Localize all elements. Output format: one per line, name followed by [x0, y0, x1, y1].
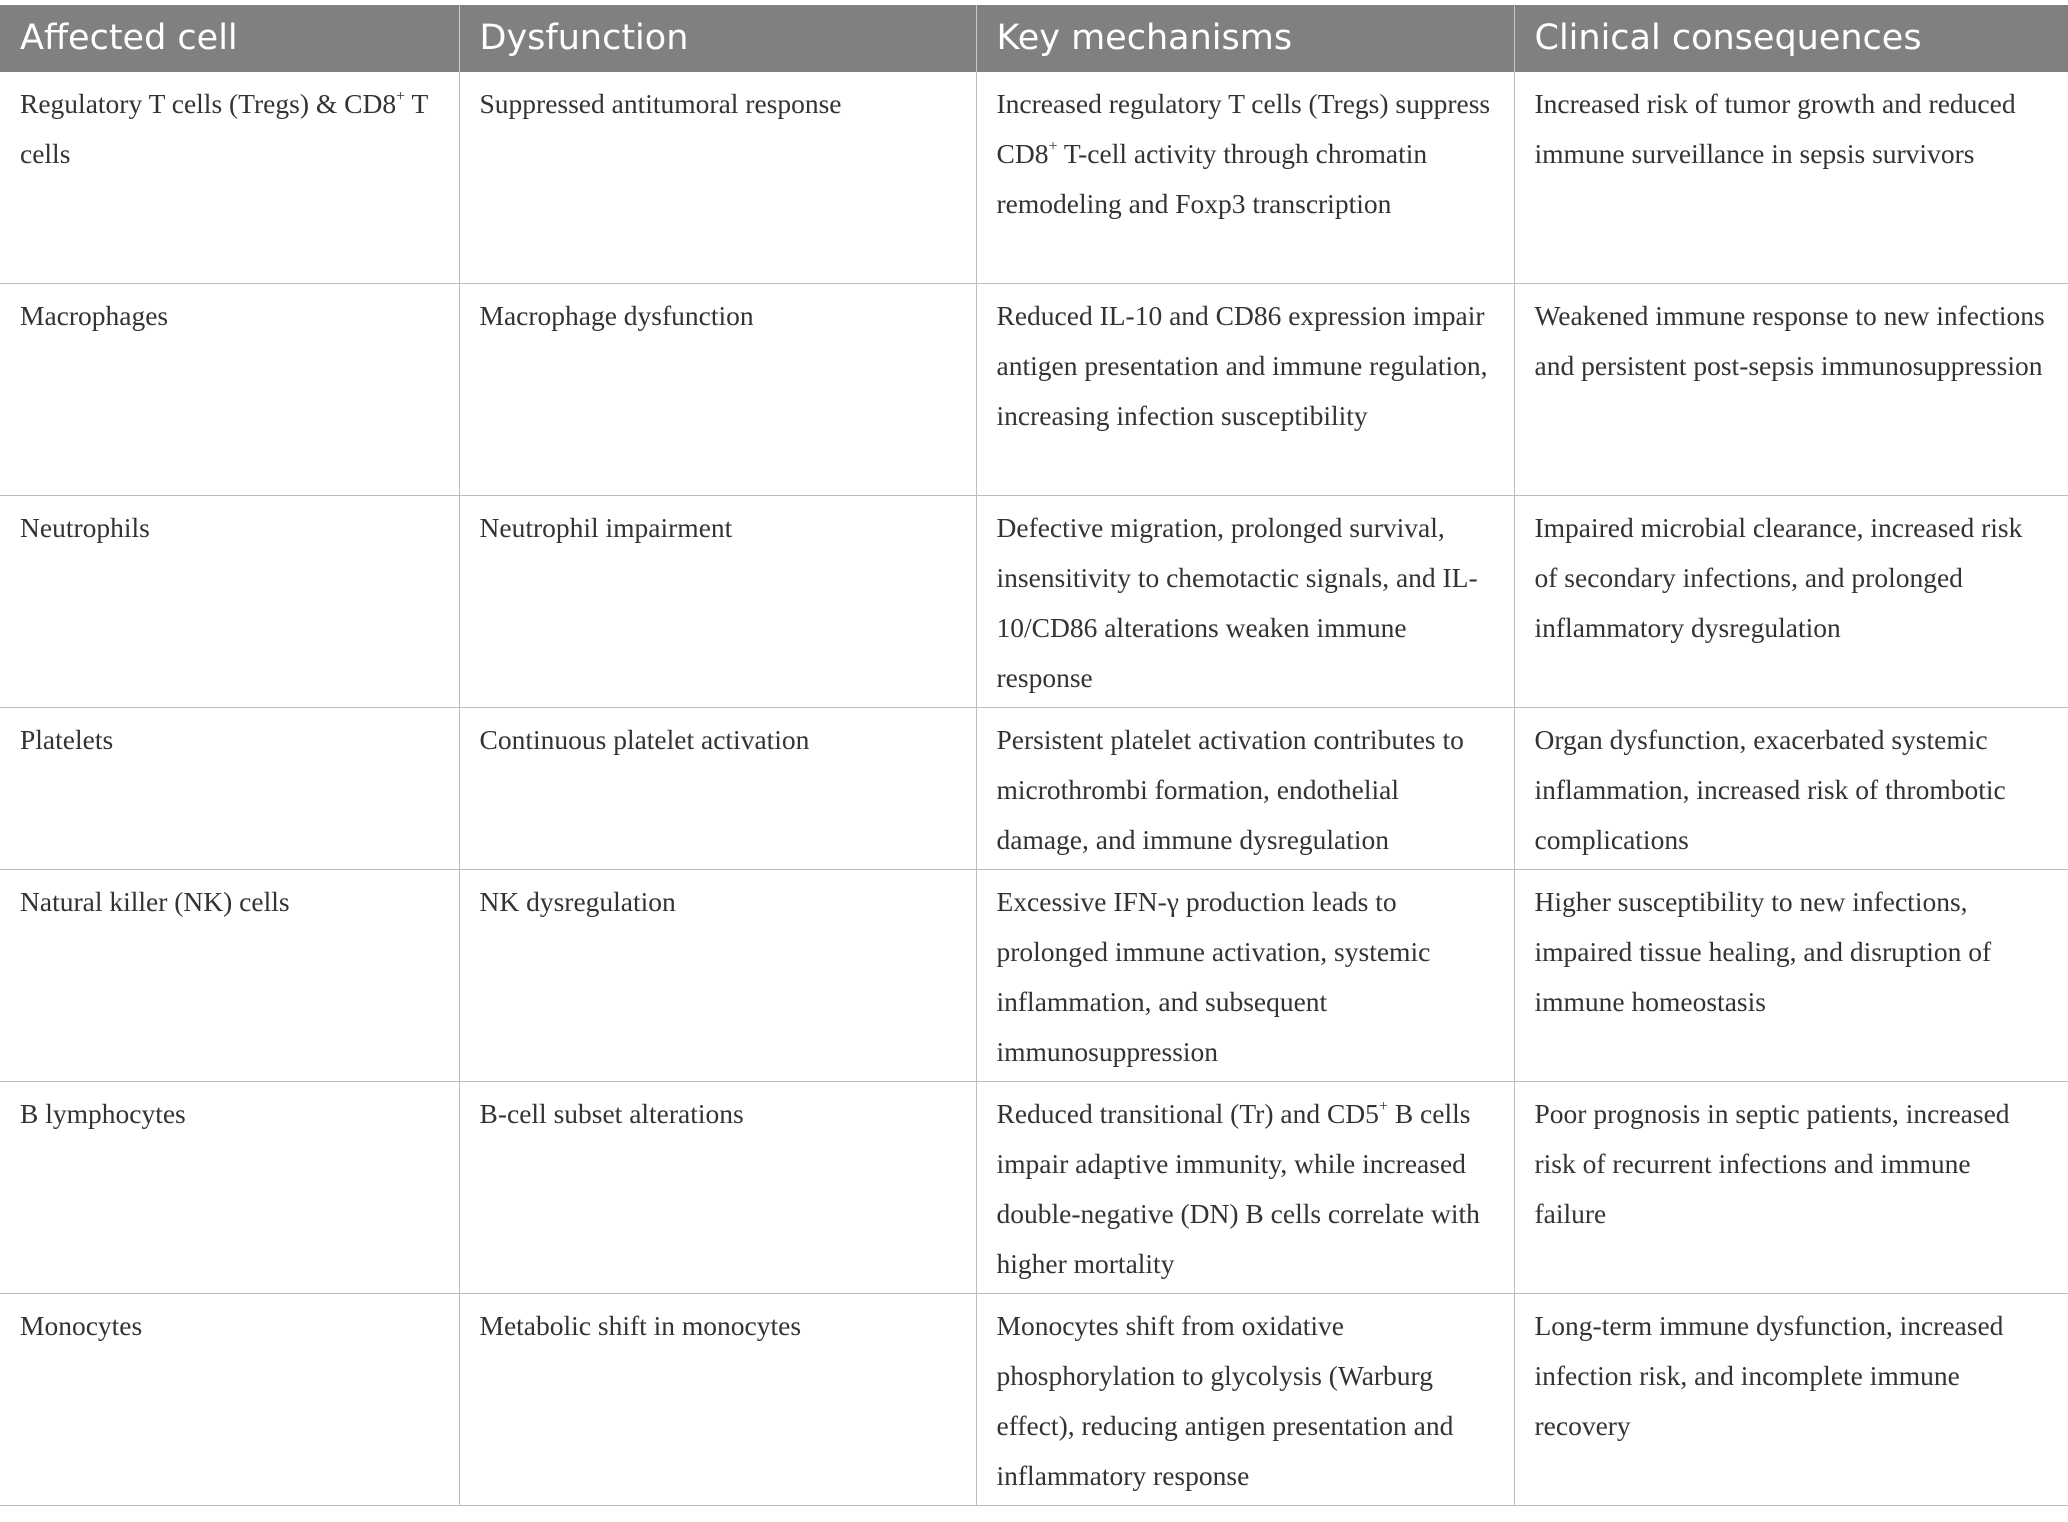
cell-key-mechanisms: Excessive IFN-γ production leads to prolonged immune activation, systemic inflammation, and subsequent immunosuppression [976, 870, 1514, 1082]
cell-key-mechanisms: Defective migration, prolonged survival, insensitivity to chemotactic signals, and IL-10/CD86 alterations weaken immune response [976, 496, 1514, 708]
cell-key-mechanisms [976, 1082, 1514, 1294]
table-row [0, 708, 2068, 870]
table-body [0, 72, 2068, 1506]
cell-dysfunction: Neutrophil impairment [459, 496, 976, 708]
superscript-plus: + [1378, 1098, 1388, 1115]
superscript-plus: + [396, 88, 406, 105]
table-header [0, 5, 2068, 72]
cell-dysfunction: NK dysregulation [459, 870, 976, 1082]
header-clinical-consequences: Clinical consequences [1514, 5, 2068, 72]
cell-affected-cell: B lymphocytes [0, 1082, 459, 1294]
cell-text: T-cell activity through chromatin remodeling and Foxp3 transcription [996, 138, 1428, 219]
cell-affected-cell: Platelets [0, 708, 459, 870]
cell-affected-cell: Neutrophils [0, 496, 459, 708]
cell-clinical-consequences: Higher susceptibility to new infections, impaired tissue healing, and disruption of immune homeostasis [1514, 870, 2068, 1082]
immune-dysfunction-table [0, 5, 2068, 1506]
cell-dysfunction: Macrophage dysfunction [459, 284, 976, 496]
cell-text: T cells [20, 88, 428, 169]
cell-affected-cell: Natural killer (NK) cells [0, 870, 459, 1082]
cell-clinical-consequences: Organ dysfunction, exacerbated systemic inflammation, increased risk of thrombotic complications [1514, 708, 2068, 870]
immune-dysfunction-table-container [0, 5, 2068, 1506]
table-row [0, 1294, 2068, 1506]
cell-affected-cell [0, 72, 459, 284]
header-dysfunction: Dysfunction [459, 5, 976, 72]
table-row [0, 870, 2068, 1082]
header-affected-cell: Affected cell [0, 5, 459, 72]
cell-dysfunction: Metabolic shift in monocytes [459, 1294, 976, 1506]
cell-text: Increased regulatory T cells (Tregs) suppress CD8 [996, 88, 1491, 169]
header-key-mechanisms: Key mechanisms [976, 5, 1514, 72]
cell-affected-cell: Monocytes [0, 1294, 459, 1506]
cell-dysfunction: B-cell subset alterations [459, 1082, 976, 1294]
table-row [0, 284, 2068, 496]
table-row [0, 1082, 2068, 1294]
superscript-plus: + [1048, 138, 1058, 155]
cell-key-mechanisms [976, 72, 1514, 284]
cell-clinical-consequences: Poor prognosis in septic patients, increased risk of recurrent infections and immune failure [1514, 1082, 2068, 1294]
cell-key-mechanisms: Reduced IL-10 and CD86 expression impair antigen presentation and immune regulation, increasing infection susceptibility [976, 284, 1514, 496]
cell-text: B cells impair adaptive immunity, while increased double-negative (DN) B cells correlate with higher mortality [996, 1098, 1480, 1279]
cell-affected-cell: Macrophages [0, 284, 459, 496]
table-row [0, 496, 2068, 708]
cell-text: Reduced transitional (Tr) and CD5 [996, 1098, 1379, 1129]
cell-dysfunction: Suppressed antitumoral response [459, 72, 976, 284]
cell-clinical-consequences: Impaired microbial clearance, increased risk of secondary infections, and prolonged inflammatory dysregulation [1514, 496, 2068, 708]
cell-clinical-consequences: Long-term immune dysfunction, increased infection risk, and incomplete immune recovery [1514, 1294, 2068, 1506]
cell-text: Regulatory T cells (Tregs) & CD8 [20, 88, 397, 119]
cell-key-mechanisms: Monocytes shift from oxidative phosphorylation to glycolysis (Warburg effect), reducing antigen presentation and inflammatory response [976, 1294, 1514, 1506]
table-row [0, 72, 2068, 284]
header-row [0, 5, 2068, 72]
cell-dysfunction: Continuous platelet activation [459, 708, 976, 870]
cell-clinical-consequences: Increased risk of tumor growth and reduced immune surveillance in sepsis survivors [1514, 72, 2068, 284]
cell-key-mechanisms: Persistent platelet activation contributes to microthrombi formation, endothelial damage, and immune dysregulation [976, 708, 1514, 870]
cell-clinical-consequences: Weakened immune response to new infections and persistent post-sepsis immunosuppression [1514, 284, 2068, 496]
